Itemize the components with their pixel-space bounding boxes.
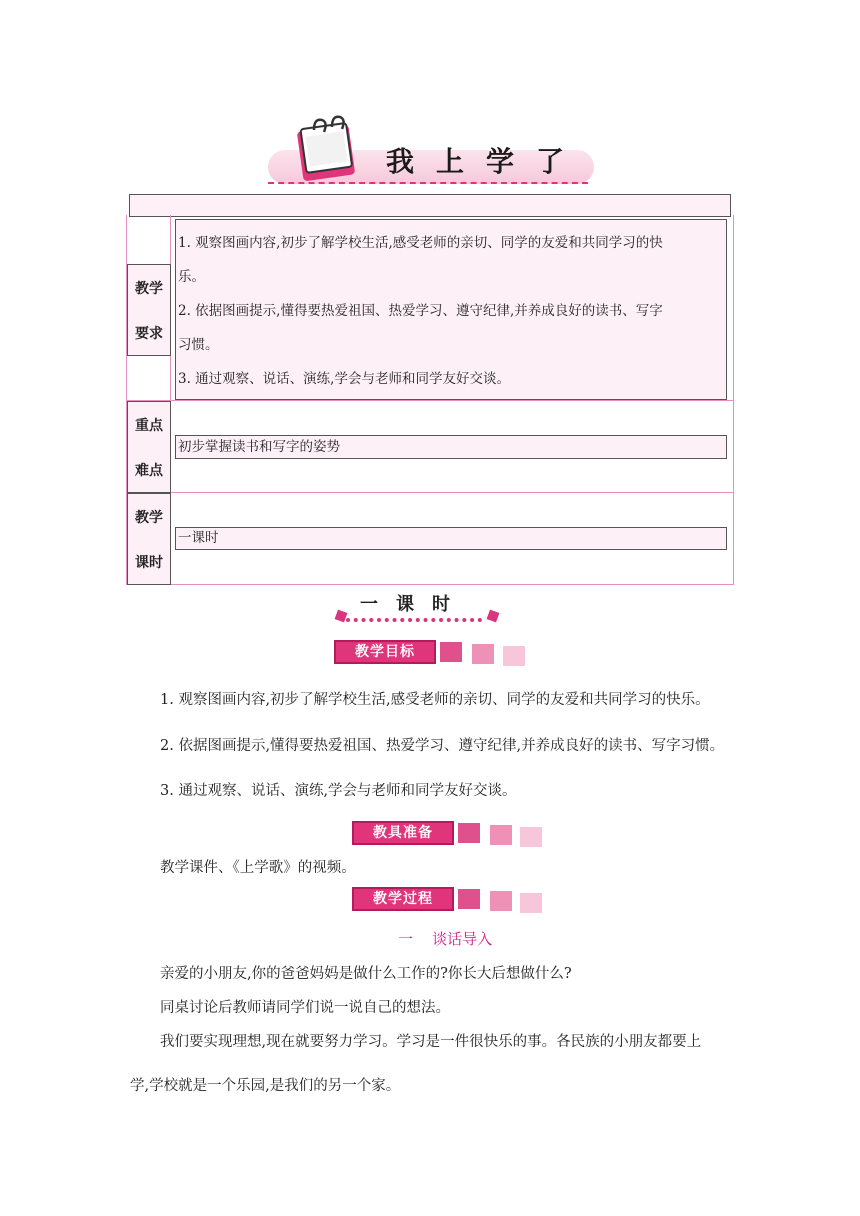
requirements-content xyxy=(175,219,727,400)
calendar-icon xyxy=(292,112,364,184)
process-badge: 教学过程 xyxy=(352,887,454,911)
requirement-item: 1. 观察图画内容,初步了解学校生活,感受老师的亲切、同学的友爱和共同学习的快 xyxy=(178,235,663,251)
goal-item: 3. 通过观察、说话、演练,学会与老师和同学友好交谈。 xyxy=(160,783,517,799)
requirement-item: 2. 依据图画提示,懂得要热爱祖国、热爱学习、遵守纪律,并养成良好的读书、写字 xyxy=(178,303,663,319)
section-title: 一课时 xyxy=(360,594,468,615)
decor-square xyxy=(487,610,500,623)
page-title: 我上学了 xyxy=(386,145,587,178)
row-label-periods xyxy=(127,493,171,585)
table-row-divider xyxy=(126,492,734,493)
decor-square xyxy=(520,827,542,847)
table-row-divider xyxy=(126,400,734,401)
tools-text: 教学课件、《上学歌》的视频。 xyxy=(160,860,356,876)
label-text: 课时 xyxy=(135,554,163,571)
process-paragraph: 我们要实现理想,现在就要努力学习。学习是一件很快乐的事。各民族的小朋友都要上 xyxy=(160,1034,702,1050)
decor-square xyxy=(503,646,525,666)
step-heading: 一 谈话导入 xyxy=(398,930,493,948)
row-label-key-points xyxy=(127,401,171,493)
goal-item: 1. 观察图画内容,初步了解学校生活,感受老师的亲切、同学的友爱和共同学习的快乐。 xyxy=(160,692,710,708)
label-text: 难点 xyxy=(135,462,163,479)
process-paragraph: 学,学校就是一个乐园,是我们的另一个家。 xyxy=(130,1078,401,1094)
decor-square xyxy=(458,889,480,909)
label-text: 要求 xyxy=(135,325,163,342)
label-text: 教学 xyxy=(135,280,163,297)
tools-badge: 教具准备 xyxy=(352,821,454,845)
goal-item: 2. 依据图画提示,懂得要热爱祖国、热爱学习、遵守纪律,并养成良好的读书、写字习惯。 xyxy=(160,738,725,754)
decor-square xyxy=(472,644,494,664)
process-paragraph: 同桌讨论后教师请同学们说一说自己的想法。 xyxy=(160,1000,450,1016)
decor-square xyxy=(440,642,462,662)
decor-square xyxy=(458,823,480,843)
decor-square xyxy=(490,891,512,911)
goals-badge: 教学目标 xyxy=(334,640,436,664)
requirement-item: 3. 通过观察、说话、演练,学会与老师和同学友好交谈。 xyxy=(178,371,510,387)
title-divider xyxy=(268,182,588,184)
section-divider xyxy=(346,618,482,622)
process-paragraph: 亲爱的小朋友,你的爸爸妈妈是做什么工作的?你长大后想做什么? xyxy=(160,966,572,982)
decor-square xyxy=(520,893,542,913)
periods-content: 一课时 xyxy=(175,527,727,550)
label-text: 教学 xyxy=(135,509,163,526)
label-text: 重点 xyxy=(135,417,163,434)
table-header-bar xyxy=(129,194,731,217)
key-points-content: 初步掌握读书和写字的姿势 xyxy=(175,435,727,459)
requirement-item: 习惯。 xyxy=(178,337,219,353)
decor-square xyxy=(490,825,512,845)
requirement-item: 乐。 xyxy=(178,269,205,285)
row-label-requirements xyxy=(127,264,171,356)
table-border-bottom xyxy=(126,584,734,585)
